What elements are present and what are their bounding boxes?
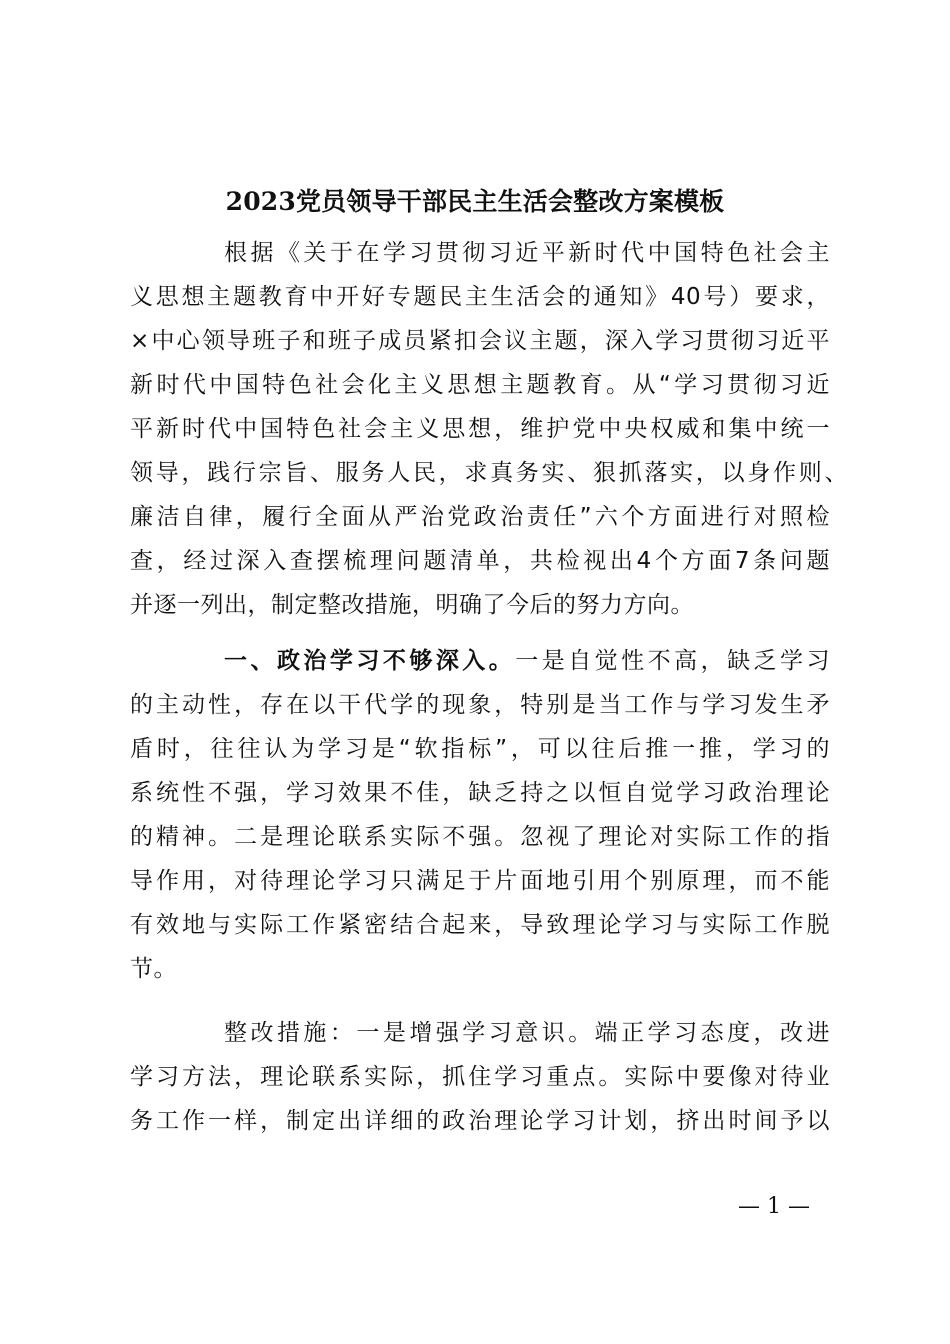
paragraph-1-line-7: 廉洁自律，履行全面从严治党政治责任”六个方面进行对照检 (130, 504, 830, 530)
section-1-line-1 (224, 641, 830, 681)
section-1-first-line-rest: 一是自觉性不高，缺乏学习 (515, 648, 830, 674)
section-1-line-8: 节。 (130, 956, 177, 982)
paragraph-1-line-1: 根据《关于在学习贯彻习近平新时代中国特色社会主 (224, 240, 830, 266)
paragraph-1-line-8: 查，经过深入查摆梳理问题清单，共检视出4个方面7条问题 (130, 548, 830, 574)
section-1-line-5: 的精神。二是理论联系实际不强。忽视了理论对实际工作的指 (130, 824, 830, 850)
paragraph-1-line-3: ×中心领导班子和班子成员紧扣会议主题，深入学习贯彻习近平 (130, 328, 830, 354)
document-title: 2023党员领导干部民主生活会整改方案模板 (225, 187, 725, 216)
measures-line-3: 务工作一样，制定出详细的政治理论学习计划，挤出时间予以 (130, 1108, 830, 1134)
section-1-line-3: 盾时，往往认为学习是“软指标”，可以往后推一推，学习的 (130, 736, 830, 762)
paragraph-1-line-9: 并逐一列出，制定整改措施，明确了今后的努力方向。 (130, 592, 694, 618)
section-1-line-4: 系统性不强，学习效果不佳，缺乏持之以恒自觉学习政治理论 (130, 780, 830, 806)
section-1-line-6: 导作用，对待理论学习只满足于片面地引用个别原理，而不能 (130, 868, 830, 894)
section-1-heading: 一、政治学习不够深入。 (224, 648, 516, 674)
paragraph-1-line-6: 领导，践行宗旨、服务人民，求真务实、狠抓落实，以身作则、 (130, 460, 848, 486)
measures-line-1: 整改措施：一是增强学习意识。端正学习态度，改进 (224, 1020, 830, 1046)
measures-line-2: 学习方法，理论联系实际，抓住学习重点。实际中要像对待业 (130, 1064, 830, 1090)
paragraph-1-line-5: 平新时代中国特色社会主义思想，维护党中央权威和集中统一 (130, 416, 830, 442)
paragraph-1-line-2: 义思想主题教育中开好专题民主生活会的通知》40号）要求， (130, 284, 830, 310)
section-1-line-2: 的主动性，存在以干代学的现象，特别是当工作与学习发生矛 (130, 692, 830, 718)
paragraph-1-line-4: 新时代中国特色社会化主义思想主题教育。从“学习贯彻习近 (130, 372, 830, 398)
section-1-line-7: 有效地与实际工作紧密结合起来，导致理论学习与实际工作脱 (130, 912, 830, 938)
page-number: — 1 — (738, 1194, 810, 1219)
